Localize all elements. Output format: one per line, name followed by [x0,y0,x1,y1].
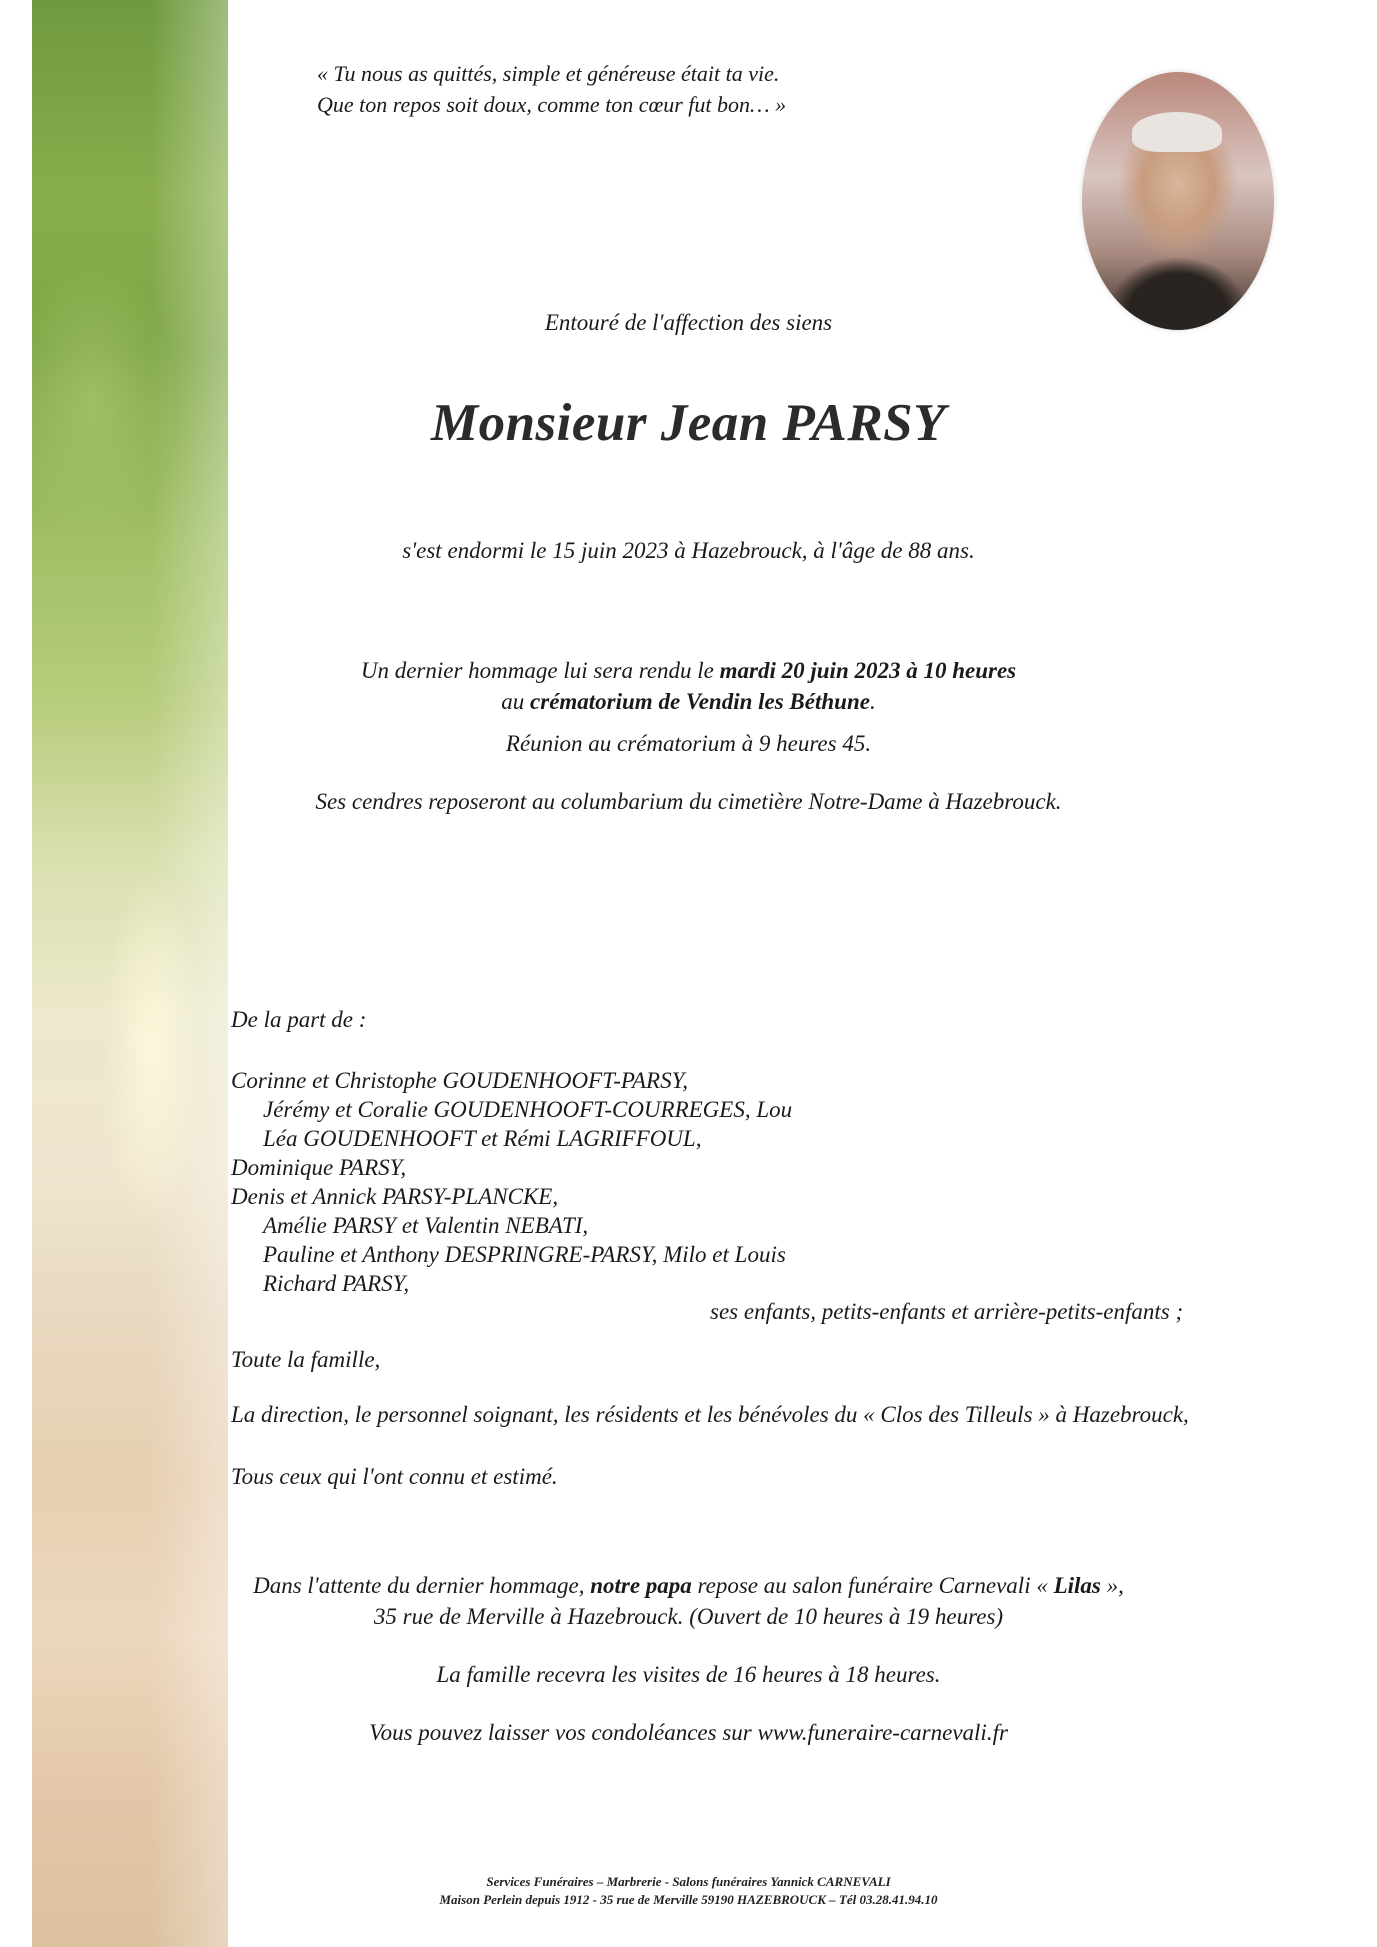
attente-middle: repose au salon funéraire Carnevali « [691,1573,1054,1598]
family-member: Jérémy et Coralie GOUDENHOOFT-COURREGES, Lou [263,1097,793,1122]
quote-line-1: « Tu nous as quittés, simple et généreuse était ta vie. [317,61,780,86]
family-member: Corinne et Christophe GOUDENHOOFT-PARSY, [231,1068,689,1093]
portrait-hair [1132,112,1222,152]
attente-address: 35 rue de Merville à Hazebrouck. (Ouvert de 10 heures à 19 heures) [373,1604,1004,1629]
hommage-date: mardi 20 juin 2023 à 10 heures [719,658,1017,683]
viewing-info [0,1570,1377,1632]
attente-suffix: », [1100,1573,1124,1598]
family-member: Pauline et Anthony DESPRINGRE-PARSY, Milo et Louis [263,1242,786,1267]
care-home-staff: La direction, le personnel soignant, les résidents et les bénévoles du « Clos des Tilleuls » à Hazebrouck, [231,1402,1189,1427]
portrait-photo [1082,72,1274,330]
family-member: Denis et Annick PARSY-PLANCKE, [231,1184,559,1209]
family-member: Richard PARSY, [263,1271,410,1296]
condolences-link[interactable]: Vous pouvez laisser vos condoléances sur www.funeraire-carnevali.fr [369,1720,1008,1745]
footer-line-1: Services Funéraires – Marbrerie - Salons funéraires Yannick CARNEVALI [486,1874,891,1889]
banner-fade [150,0,230,1947]
visiting-hours: La famille recevra les visites de 16 heures à 18 heures. [436,1662,941,1687]
hommage-place-prefix: au [501,689,531,714]
footer [0,1873,1377,1909]
whole-family: Toute la famille, [231,1347,381,1372]
family-list [231,1066,792,1298]
ashes-info: Ses cendres reposeront au columbarium du cimetière Notre-Dame à Hazebrouck. [315,789,1062,814]
intro-text: Entouré de l'affection des siens [544,310,833,335]
family-member: Dominique PARSY, [231,1155,407,1180]
death-notice: s'est endormi le 15 juin 2023 à Hazebrouck, à l'âge de 88 ans. [402,538,975,563]
deceased-name: Monsieur Jean PARSY [430,394,947,452]
hommage-prefix: Un dernier hommage lui sera rendu le [360,658,720,683]
reunion-info: Réunion au crématorium à 9 heures 45. [505,731,872,756]
from-label: De la part de : [231,1007,367,1032]
attente-bold-papa: notre papa [590,1573,692,1598]
family-relation: ses enfants, petits-enfants et arrière-petits-enfants ; [710,1299,1184,1324]
attente-bold-lilas: Lilas [1053,1573,1101,1598]
attente-prefix: Dans l'attente du dernier hommage, [253,1573,591,1598]
footer-line-2: Maison Perlein depuis 1912 - 35 rue de Merville 59190 HAZEBROUCK – Tél 03.28.41.94.10 [439,1892,938,1907]
all-who-knew: Tous ceux qui l'ont connu et estimé. [231,1464,558,1489]
epitaph-quote [317,58,786,120]
quote-line-2: Que ton repos soit doux, comme ton cœur fut bon… » [317,92,787,117]
hommage-place: crématorium de Vendin les Béthune [530,689,870,714]
family-member: Léa GOUDENHOOFT et Rémi LAGRIFFOUL, [263,1126,702,1151]
ceremony-info [0,655,1377,717]
hommage-place-suffix: . [869,689,876,714]
family-member: Amélie PARSY et Valentin NEBATI, [263,1213,589,1238]
